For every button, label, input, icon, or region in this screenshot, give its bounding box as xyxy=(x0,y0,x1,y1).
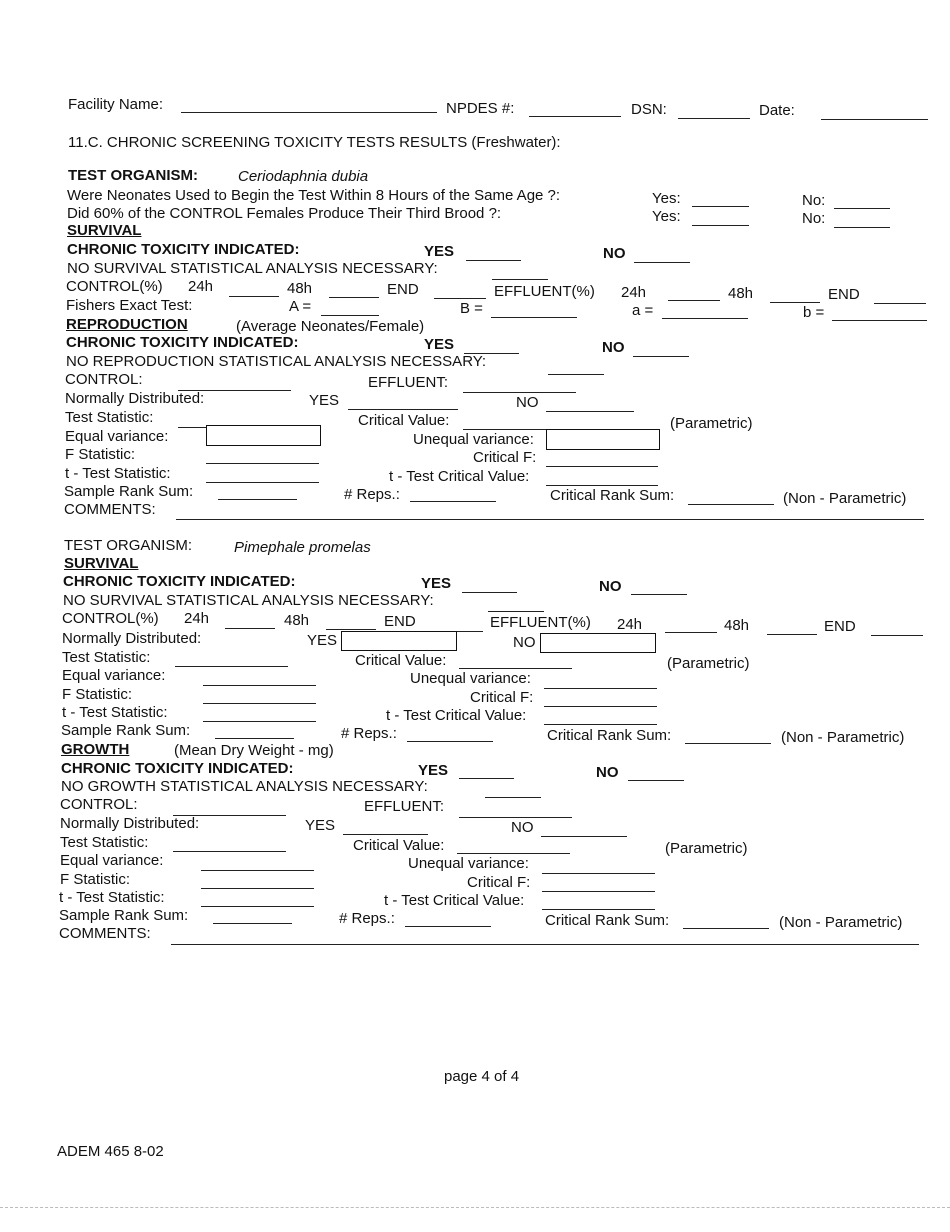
test-organism-name: Ceriodaphnia dubia xyxy=(238,168,369,185)
fishers-a-label: a = xyxy=(632,302,654,319)
pimephales-survival-critical-value-field[interactable] xyxy=(459,668,572,669)
growth-t-test-critical-field[interactable] xyxy=(542,909,655,910)
pimephales-control-24h-field[interactable] xyxy=(225,628,275,629)
fishers-B-field[interactable] xyxy=(491,317,577,318)
growth-heading: GROWTH xyxy=(61,741,130,758)
reproduction-critical-value-label: Critical Value: xyxy=(358,412,450,429)
date-field[interactable] xyxy=(821,119,928,120)
neonates-yes-label: Yes: xyxy=(652,190,681,207)
reproduction-no-field[interactable] xyxy=(633,356,689,357)
survival-heading: SURVIVAL xyxy=(67,222,142,239)
pimephales-survival-yes-field[interactable] xyxy=(462,592,517,593)
third-brood-no-label: No: xyxy=(802,210,826,227)
dsn-field[interactable] xyxy=(678,118,750,119)
growth-t-test-statistic-label: t - Test Statistic: xyxy=(59,889,165,906)
survival-effluent-pct-label: EFFLUENT(%) xyxy=(494,283,595,300)
growth-normal-yes-label: YES xyxy=(305,817,336,834)
pimephales-survival-t-test-statistic-field[interactable] xyxy=(203,721,316,722)
no-reproduction-analysis-label: NO REPRODUCTION STATISTICAL ANALYSIS NECESSARY: xyxy=(66,353,487,370)
growth-f-statistic-label: F Statistic: xyxy=(60,871,131,888)
neonates-yes-field[interactable] xyxy=(692,206,749,207)
pimephales-control-48h-field[interactable] xyxy=(326,629,376,630)
reproduction-equal-variance-label: Equal variance: xyxy=(65,428,169,445)
pimephales-survival-unequal-variance-field[interactable] xyxy=(544,688,657,689)
pimephales-control-pct-label: CONTROL(%) xyxy=(62,610,159,627)
third-brood-no-field[interactable] xyxy=(834,227,890,228)
growth-normally-distributed-label: Normally Distributed: xyxy=(60,815,200,832)
fishers-a-field[interactable] xyxy=(662,318,748,319)
growth-sample-rank-sum-label: Sample Rank Sum: xyxy=(59,907,189,924)
reproduction-critical-f-field[interactable] xyxy=(546,466,658,467)
survival-effluent-48h-label: 48h xyxy=(728,285,754,302)
reproduction-parametric-label: (Parametric) xyxy=(670,415,753,432)
facility-name-label: Facility Name: xyxy=(68,96,164,113)
test-organism-label: TEST ORGANISM: xyxy=(68,167,198,184)
reproduction-critical-rank-sum-field[interactable] xyxy=(688,504,774,505)
growth-non-parametric-label: (Non - Parametric) xyxy=(779,914,903,931)
third-brood-yes-label: Yes: xyxy=(652,208,681,225)
reproduction-yes-label: YES xyxy=(424,336,455,353)
reproduction-reps-label: # Reps.: xyxy=(344,486,400,503)
ceriodaphnia-comments-field[interactable] xyxy=(176,519,924,520)
pimephales-survival-sample-rank-sum-label: Sample Rank Sum: xyxy=(61,722,191,739)
reproduction-normally-distributed-label: Normally Distributed: xyxy=(65,390,205,407)
pimephales-survival-no-field[interactable] xyxy=(631,594,687,595)
survival-effluent-end-label: END xyxy=(828,286,860,303)
growth-parametric-label: (Parametric) xyxy=(665,840,748,857)
pimephales-survival-critical-f-label: Critical F: xyxy=(470,689,534,706)
pimephales-comments-field[interactable] xyxy=(171,944,919,945)
pimephales-survival-test-statistic-field[interactable] xyxy=(175,666,288,667)
growth-equal-variance-field[interactable] xyxy=(201,870,314,871)
pimephales-normal-yes-box[interactable] xyxy=(341,631,457,651)
pimephales-comments-label: COMMENTS: xyxy=(59,925,151,942)
growth-test-statistic-field[interactable] xyxy=(173,851,286,852)
section-title: 11.C. CHRONIC SCREENING TOXICITY TESTS RESULTS (Freshwater): xyxy=(68,134,561,151)
pimephales-survival-t-test-critical-label: t - Test Critical Value: xyxy=(386,707,527,724)
pimephales-effluent-pct-label: EFFLUENT(%) xyxy=(490,614,591,631)
reproduction-unequal-variance-label: Unequal variance: xyxy=(413,431,534,448)
reproduction-t-test-critical-label: t - Test Critical Value: xyxy=(389,468,530,485)
no-survival-analysis-field[interactable] xyxy=(492,279,548,280)
reproduction-reps-field[interactable] xyxy=(410,501,496,502)
pimephales-survival-test-statistic-label: Test Statistic: xyxy=(62,649,151,666)
reproduction-non-parametric-label: (Non - Parametric) xyxy=(783,490,907,507)
growth-note: (Mean Dry Weight - mg) xyxy=(174,742,334,759)
survival-control-pct-label: CONTROL(%) xyxy=(66,278,163,295)
reproduction-note: (Average Neonates/Female) xyxy=(236,318,425,335)
growth-critical-value-label: Critical Value: xyxy=(353,837,445,854)
reproduction-f-statistic-label: F Statistic: xyxy=(65,446,136,463)
growth-unequal-variance-label: Unequal variance: xyxy=(408,855,529,872)
survival-effluent-24h-field[interactable] xyxy=(668,300,720,301)
growth-f-statistic-field[interactable] xyxy=(201,888,314,889)
growth-no-field[interactable] xyxy=(628,780,684,781)
growth-t-test-critical-label: t - Test Critical Value: xyxy=(384,892,525,909)
pimephales-effluent-end-label: END xyxy=(824,618,856,635)
no-growth-analysis-label: NO GROWTH STATISTICAL ANALYSIS NECESSARY: xyxy=(61,778,428,795)
npdes-field[interactable] xyxy=(529,116,621,117)
survival-yes-field[interactable] xyxy=(466,260,521,261)
growth-critical-rank-sum-label: Critical Rank Sum: xyxy=(545,912,670,929)
reproduction-control-label: CONTROL: xyxy=(65,371,143,388)
growth-effluent-label: EFFLUENT: xyxy=(364,798,445,815)
survival-effluent-end-field[interactable] xyxy=(874,303,926,304)
survival-effluent-48h-field[interactable] xyxy=(770,302,820,303)
pimephales-survival-unequal-variance-label: Unequal variance: xyxy=(410,670,531,687)
pimephales-survival-critical-rank-sum-label: Critical Rank Sum: xyxy=(547,727,672,744)
survival-control-48h-field[interactable] xyxy=(329,297,379,298)
reproduction-t-test-statistic-label: t - Test Statistic: xyxy=(65,465,171,482)
reproduction-heading: REPRODUCTION xyxy=(66,316,188,333)
no-reproduction-analysis-field[interactable] xyxy=(548,374,604,375)
reproduction-f-statistic-field[interactable] xyxy=(206,463,319,464)
fishers-b-field[interactable] xyxy=(832,320,927,321)
survival-control-24h-label: 24h xyxy=(188,278,214,295)
third-brood-question: Did 60% of the CONTROL Females Produce Their Third Brood ?: xyxy=(67,205,502,222)
reproduction-effluent-label: EFFLUENT: xyxy=(368,374,449,391)
pimephales-control-24h-label: 24h xyxy=(184,610,210,627)
survival-control-end-field[interactable] xyxy=(434,298,486,299)
growth-t-test-statistic-field[interactable] xyxy=(201,906,314,907)
pimephales-survival-yes-label: YES xyxy=(421,575,452,592)
pimephales-survival-no-label: NO xyxy=(599,578,622,595)
pimephales-survival-reps-label: # Reps.: xyxy=(341,725,397,742)
pimephales-survival-non-parametric-label: (Non - Parametric) xyxy=(781,729,905,746)
survival-effluent-24h-label: 24h xyxy=(621,284,647,301)
growth-chronic-toxicity-label: CHRONIC TOXICITY INDICATED: xyxy=(61,760,294,777)
growth-normal-no-label: NO xyxy=(511,819,534,836)
fishers-b-label: b = xyxy=(803,304,825,321)
growth-critical-f-field[interactable] xyxy=(542,891,655,892)
growth-yes-field[interactable] xyxy=(459,778,514,779)
pimephales-normal-no-box[interactable] xyxy=(540,633,656,653)
pimephales-effluent-48h-field[interactable] xyxy=(767,634,817,635)
pimephales-survival-parametric-label: (Parametric) xyxy=(667,655,750,672)
pimephales-no-survival-analysis-field[interactable] xyxy=(488,611,544,612)
reproduction-effluent-field[interactable] xyxy=(463,392,576,393)
pimephales-effluent-24h-label: 24h xyxy=(617,616,643,633)
pimephales-no-survival-analysis-label: NO SURVIVAL STATISTICAL ANALYSIS NECESSARY: xyxy=(63,592,434,609)
pimephales-survival-equal-variance-field[interactable] xyxy=(203,685,316,686)
reproduction-sample-rank-sum-field[interactable] xyxy=(218,499,297,500)
survival-chronic-toxicity-label: CHRONIC TOXICITY INDICATED: xyxy=(67,241,300,258)
growth-yes-label: YES xyxy=(418,762,449,779)
reproduction-unequal-variance-box[interactable] xyxy=(546,429,660,450)
growth-effluent-field[interactable] xyxy=(459,817,572,818)
npdes-label: NPDES #: xyxy=(446,100,515,117)
growth-critical-rank-sum-field[interactable] xyxy=(683,928,769,929)
pimephales-survival-f-statistic-label: F Statistic: xyxy=(62,686,133,703)
pimephales-survival-critical-value-label: Critical Value: xyxy=(355,652,447,669)
neonates-no-field[interactable] xyxy=(834,208,890,209)
growth-critical-f-label: Critical F: xyxy=(467,874,531,891)
neonates-question: Were Neonates Used to Begin the Test Within 8 Hours of the Same Age ?: xyxy=(67,187,561,204)
ceriodaphnia-comments-label: COMMENTS: xyxy=(64,501,156,518)
growth-control-label: CONTROL: xyxy=(60,796,138,813)
fishers-exact-test-label: Fishers Exact Test: xyxy=(66,297,193,314)
date-label: Date: xyxy=(759,102,795,119)
reproduction-normal-yes-label: YES xyxy=(309,392,340,409)
no-growth-analysis-field[interactable] xyxy=(485,797,541,798)
pimephales-survival-heading: SURVIVAL xyxy=(64,555,139,572)
pimephales-normal-no-label: NO xyxy=(513,634,536,651)
growth-sample-rank-sum-field[interactable] xyxy=(213,923,292,924)
reproduction-normal-no-label: NO xyxy=(516,394,539,411)
pimephales-survival-critical-rank-sum-field[interactable] xyxy=(685,743,771,744)
page-number: page 4 of 4 xyxy=(444,1068,520,1085)
survival-no-label: NO xyxy=(603,245,626,262)
growth-critical-value-field[interactable] xyxy=(457,853,570,854)
reproduction-t-test-statistic-field[interactable] xyxy=(206,482,319,483)
pimephales-organism-name: Pimephale promelas xyxy=(234,539,371,556)
fishers-A-label: A = xyxy=(289,298,312,315)
pimephales-effluent-48h-label: 48h xyxy=(724,617,750,634)
reproduction-t-test-critical-field[interactable] xyxy=(546,485,658,486)
third-brood-yes-field[interactable] xyxy=(692,225,749,226)
scan-artifact-line xyxy=(0,1207,950,1210)
survival-control-24h-field[interactable] xyxy=(229,296,279,297)
reproduction-sample-rank-sum-label: Sample Rank Sum: xyxy=(64,483,194,500)
pimephales-survival-f-statistic-field[interactable] xyxy=(203,703,316,704)
pimephales-effluent-end-field[interactable] xyxy=(871,635,923,636)
pimephales-organism-label: TEST ORGANISM: xyxy=(64,537,193,554)
pimephales-survival-chronic-toxicity-label: CHRONIC TOXICITY INDICATED: xyxy=(63,573,296,590)
reproduction-chronic-toxicity-label: CHRONIC TOXICITY INDICATED: xyxy=(66,334,299,351)
reproduction-critical-rank-sum-label: Critical Rank Sum: xyxy=(550,487,675,504)
reproduction-critical-f-label: Critical F: xyxy=(473,449,537,466)
growth-no-label: NO xyxy=(596,764,619,781)
pimephales-control-48h-label: 48h xyxy=(284,612,310,629)
pimephales-survival-critical-f-field[interactable] xyxy=(544,706,657,707)
growth-equal-variance-label: Equal variance: xyxy=(60,852,164,869)
pimephales-effluent-24h-field[interactable] xyxy=(665,632,717,633)
growth-test-statistic-label: Test Statistic: xyxy=(60,834,149,851)
pimephales-normal-yes-label: YES xyxy=(307,632,338,649)
reproduction-no-label: NO xyxy=(602,339,625,356)
reproduction-normal-yes-field[interactable] xyxy=(348,409,458,410)
growth-reps-label: # Reps.: xyxy=(339,910,395,927)
dsn-label: DSN: xyxy=(631,101,667,118)
pimephales-survival-t-test-statistic-label: t - Test Statistic: xyxy=(62,704,168,721)
growth-reps-field[interactable] xyxy=(405,926,491,927)
fishers-A-field[interactable] xyxy=(321,315,379,316)
form-id: ADEM 465 8-02 xyxy=(57,1143,164,1160)
pimephales-survival-equal-variance-label: Equal variance: xyxy=(62,667,166,684)
survival-control-48h-label: 48h xyxy=(287,280,313,297)
growth-normal-yes-field[interactable] xyxy=(343,834,428,835)
reproduction-equal-variance-box[interactable] xyxy=(206,425,321,446)
growth-unequal-variance-field[interactable] xyxy=(542,873,655,874)
neonates-no-label: No: xyxy=(802,192,826,209)
reproduction-normal-no-field[interactable] xyxy=(546,411,634,412)
growth-normal-no-field[interactable] xyxy=(541,836,627,837)
survival-yes-label: YES xyxy=(424,243,455,260)
pimephales-normally-distributed-label: Normally Distributed: xyxy=(62,630,202,647)
survival-no-field[interactable] xyxy=(634,262,690,263)
pimephales-survival-reps-field[interactable] xyxy=(407,741,493,742)
survival-control-end-label: END xyxy=(387,281,419,298)
pimephales-survival-sample-rank-sum-field[interactable] xyxy=(215,738,294,739)
pimephales-control-end-label: END xyxy=(384,613,416,630)
pimephales-survival-t-test-critical-field[interactable] xyxy=(544,724,657,725)
no-survival-analysis-label: NO SURVIVAL STATISTICAL ANALYSIS NECESSARY: xyxy=(67,260,438,277)
facility-name-field[interactable] xyxy=(181,112,437,113)
reproduction-test-statistic-label: Test Statistic: xyxy=(65,409,154,426)
fishers-B-label: B = xyxy=(460,300,483,317)
